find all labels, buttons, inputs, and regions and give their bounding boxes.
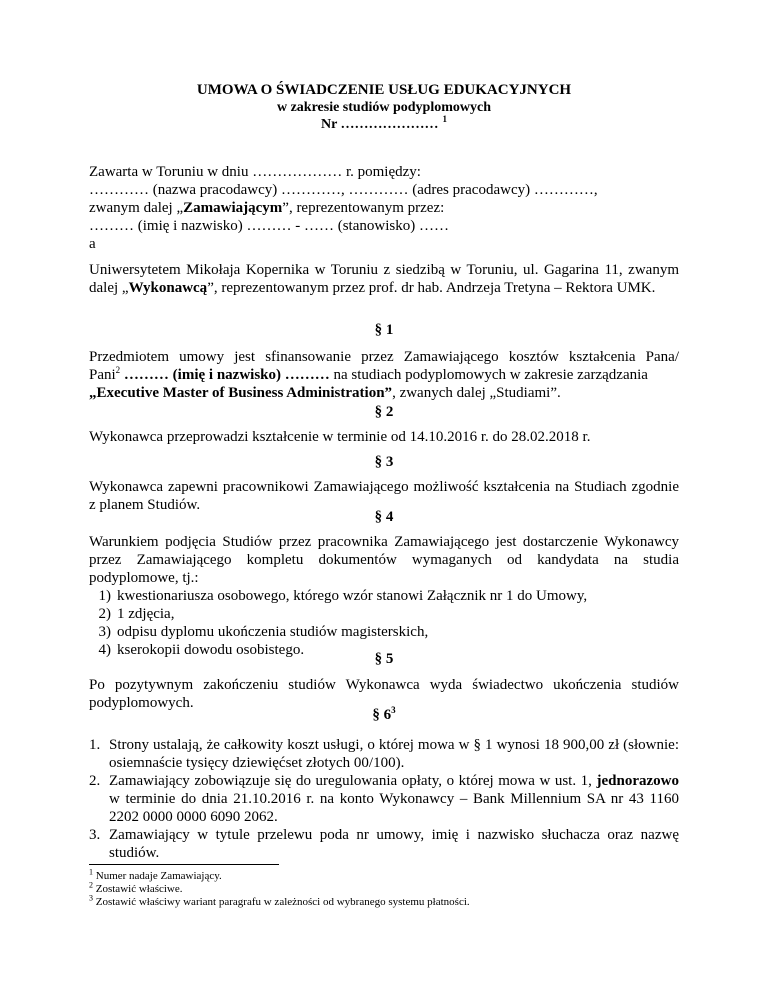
- section-1-line-3: [89, 384, 679, 402]
- list-item-number: 3): [98, 624, 111, 640]
- parties-section: [89, 163, 679, 253]
- zamawiajacy-term: Zamawiającym: [183, 200, 283, 216]
- list-item: [89, 772, 679, 826]
- section-5-text: Po pozytywnym zakończeniu studiów Wykonawca wyda świadectwo ukończenia studiów podyplomowych.: [89, 677, 679, 711]
- footnote: [89, 893, 470, 909]
- section-1-line-3-post: , zwanych dalej „Studiami”.: [392, 385, 561, 401]
- footnote-ref-1: 1: [442, 114, 448, 124]
- list-item-text: Strony ustalają, że całkowity koszt usługi, o której mowa w § 1 wynosi 18 900,00 zł (słownie: osiemnaście tysięcy dziewięćset złotych 00/100).: [109, 737, 679, 771]
- section-4-list: [89, 587, 679, 659]
- title-subtitle: w zakresie studiów podyplomowych: [276, 100, 492, 115]
- umk-post: ”, reprezentowanym przez prof. dr hab. Andrzeja Tretyna – Rektora UMK.: [207, 280, 656, 296]
- footnotes: [89, 867, 470, 909]
- contract-number: [0, 116, 768, 134]
- contract-number-text: Nr …………………: [320, 117, 439, 132]
- parties-line-3: [89, 199, 679, 217]
- section-4-text: Warunkiem podjęcia Studiów przez pracownika Zamawiającego jest dostarczenie Wykonawcy przez Zamawiającego kompletu dokumentów wymaganych od kandydata na studia podyplomowe, tj.:: [89, 534, 679, 586]
- section-2-text: Wykonawca przeprowadzi kształcenie w terminie od 14.10.2016 r. do 28.02.2018 r.: [89, 429, 591, 445]
- footnote: [89, 880, 470, 896]
- section-6-list: [89, 736, 679, 862]
- footnote-number: 1: [89, 867, 93, 877]
- jednorazowo-term: jednorazowo: [596, 773, 679, 789]
- wykonawca-term: Wykonawcą: [128, 280, 208, 296]
- footnote-ref-3: 3: [391, 705, 396, 715]
- section-1-pani: Pani: [89, 367, 116, 383]
- section-6-sign: [0, 706, 768, 724]
- footnote: [89, 867, 470, 883]
- section-3-sign: § 3: [374, 454, 394, 470]
- parties-line-1: Zawarta w Toruniu w dniu ……………… r. pomiędzy:: [89, 164, 421, 180]
- section-1-text: [89, 348, 679, 402]
- list-item-text: kserokopii dowodu osobistego.: [117, 642, 305, 658]
- list-item-number: 1.: [89, 737, 101, 753]
- parties-line-3-pre: zwanym dalej „: [89, 200, 184, 216]
- section-1-line-2: [89, 366, 679, 384]
- section-1-name-placeholder: ……… (imię i nazwisko) ………: [120, 367, 330, 383]
- section-6-sign-text: § 6: [372, 707, 392, 723]
- section-3-text: Wykonawca zapewni pracownikowi Zamawiającego możliwość kształcenia na Studiach zgodnie z planem Studiów.: [89, 479, 679, 513]
- section-1-line-1: Przedmiotem umowy jest sfinansowanie przez Zamawiającego kosztów kształcenia Pana/: [89, 349, 679, 365]
- list-item-number: 3.: [89, 827, 101, 843]
- list-item-text: w terminie do dnia 21.10.2016 r. na konto Wykonawcy – Bank Millennium SA nr 43 1160 2202 0000 0000 6090 2062.: [109, 791, 679, 825]
- umk-party-paragraph: [89, 261, 679, 297]
- parties-line-5: a: [89, 236, 96, 252]
- footnote-number: 3: [89, 893, 93, 903]
- list-item-text: Zamawiający zobowiązuje się do uregulowania opłaty, o której mowa w ust. 1,: [109, 773, 597, 789]
- list-item: [89, 623, 679, 641]
- section-1-line-2-post: na studiach podyplomowych w zakresie zarządzania: [329, 367, 648, 383]
- list-item-number: 1): [98, 588, 111, 604]
- footnote-text: Zostawić właściwy wariant paragrafu w zależności od wybranego systemu płatności.: [95, 896, 470, 908]
- footnote-number: 2: [89, 880, 93, 890]
- list-item-number: 4): [98, 642, 111, 658]
- program-name: „Executive Master of Business Administration”: [89, 385, 393, 401]
- section-5-sign: § 5: [374, 651, 394, 667]
- footnote-text: Numer nadaje Zamawiający.: [95, 870, 222, 882]
- footnote-ref-2: 2: [115, 365, 121, 375]
- section-1-sign: § 1: [374, 322, 394, 338]
- parties-line-2: ………… (nazwa pracodawcy) …………, ………… (adres pracodawcy) …………,: [89, 182, 598, 198]
- list-item-text: Zamawiający w tytule przelewu poda nr umowy, imię i nazwisko słuchacza oraz nazwę studiów.: [109, 827, 679, 861]
- list-item-text: kwestionariusza osobowego, którego wzór stanowi Załącznik nr 1 do Umowy,: [117, 588, 588, 604]
- list-item: [89, 587, 679, 605]
- section-4-sign: § 4: [374, 509, 394, 525]
- title-main: UMOWA O ŚWIADCZENIE USŁUG EDUKACYJNYCH: [196, 82, 572, 98]
- list-item-number: 2): [98, 606, 111, 622]
- parties-line-3-post: ”, reprezentowanym przez:: [282, 200, 445, 216]
- list-item: [89, 736, 679, 772]
- list-item-number: 2.: [89, 773, 101, 789]
- parties-line-4: ……… (imię i nazwisko) ……… - …… (stanowisko) ……: [89, 218, 449, 234]
- footnote-divider: [89, 864, 279, 865]
- section-2-sign: § 2: [374, 404, 394, 420]
- list-item-text: odpisu dyplomu ukończenia studiów magisterskich,: [117, 624, 429, 640]
- footnote-text: Zostawić właściwe.: [95, 883, 183, 895]
- document-title: [0, 82, 768, 134]
- list-item: [89, 605, 679, 623]
- umk-pre: Uniwersytetem Mikołaja Kopernika w Toruniu z siedzibą w Toruniu, ul. Gagarina 11, zwanym dalej „: [89, 262, 679, 296]
- list-item: [89, 826, 679, 862]
- list-item-text: 1 zdjęcia,: [117, 606, 175, 622]
